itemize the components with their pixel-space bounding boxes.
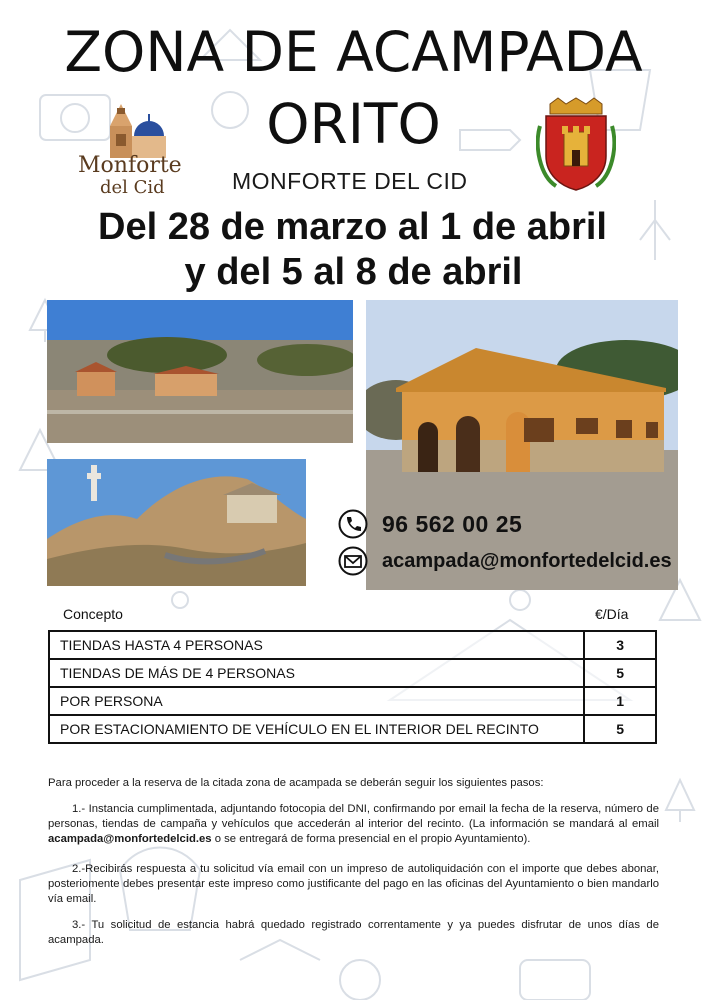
row-concept: TIENDAS DE MÁS DE 4 PERSONAS xyxy=(49,659,584,687)
instructions-step2: 2.-Recibirás respuesta a tu solicitud vía email con un impreso de autoliquidación con el importe que debes abonar, posteriomente debes presentar este impreso como justificante del pago en las oficinas del Ayuntamiento o bien mandarlo vía email. xyxy=(48,863,659,905)
table-row xyxy=(49,715,656,743)
step1-email-link[interactable]: acampada@monfortedelcid.es xyxy=(48,833,212,845)
instructions-step1 xyxy=(48,802,659,847)
coat-of-arms-shield xyxy=(536,96,616,192)
table-row xyxy=(49,631,656,659)
table-row xyxy=(49,659,656,687)
email-address: acampada@monfortedelcid.es xyxy=(382,549,672,572)
logo-name-line2: del Cid xyxy=(100,177,165,198)
monforte-logo-wordmark xyxy=(78,154,198,198)
phone-number: 96 562 00 25 xyxy=(382,510,523,537)
photo-campsite-buildings xyxy=(47,300,353,443)
instructions-intro: Para proceder a la reserva de la citada zona de acampada se deberán seguir los siguientes pasos: xyxy=(48,777,544,789)
dates-line2: y del 5 al 8 de abril xyxy=(184,251,523,293)
step1-text: 1.- Instancia cumplimentada, adjuntando fotocopia del DNI, confirmando por email la fecha de la reserva, número de personas, tiendas de campaña y vehículos que accederán al interior del recinto. (La información se mandará al email xyxy=(48,803,659,830)
row-price: 3 xyxy=(584,631,656,659)
contact-email[interactable] xyxy=(338,546,672,576)
contact-phone[interactable] xyxy=(338,509,522,539)
logo-name-line1: Monforte xyxy=(78,153,182,178)
table-header-concept: Concepto xyxy=(63,606,123,622)
row-concept: POR ESTACIONAMIENTO DE VEHÍCULO EN EL INTERIOR DEL RECINTO xyxy=(49,715,584,743)
mail-icon xyxy=(338,546,368,576)
row-concept: POR PERSONA xyxy=(49,687,584,715)
dates-line1: Del 28 de marzo al 1 de abril xyxy=(98,206,607,248)
poster-title-line2: ORITO xyxy=(266,92,441,156)
table-row xyxy=(49,687,656,715)
town-name: MONFORTE DEL CID xyxy=(232,168,468,194)
row-price: 5 xyxy=(584,715,656,743)
photo-hill-sanctuary xyxy=(47,459,306,586)
price-table xyxy=(48,630,657,744)
poster-title-line1: ZONA DE ACAMPADA xyxy=(64,20,643,84)
row-concept: TIENDAS HASTA 4 PERSONAS xyxy=(49,631,584,659)
step1-text-end: o se entregará de forma presencial en el propio Ayuntamiento). xyxy=(211,833,531,845)
phone-icon xyxy=(338,509,368,539)
row-price: 5 xyxy=(584,659,656,687)
row-price: 1 xyxy=(584,687,656,715)
table-header-price: €/Día xyxy=(595,606,629,622)
instructions-step3: 3.- Tu solicitud de estancia habrá quedado registrado correntamente y ya puedes disfrutar de unos días de acampada. xyxy=(48,919,659,946)
